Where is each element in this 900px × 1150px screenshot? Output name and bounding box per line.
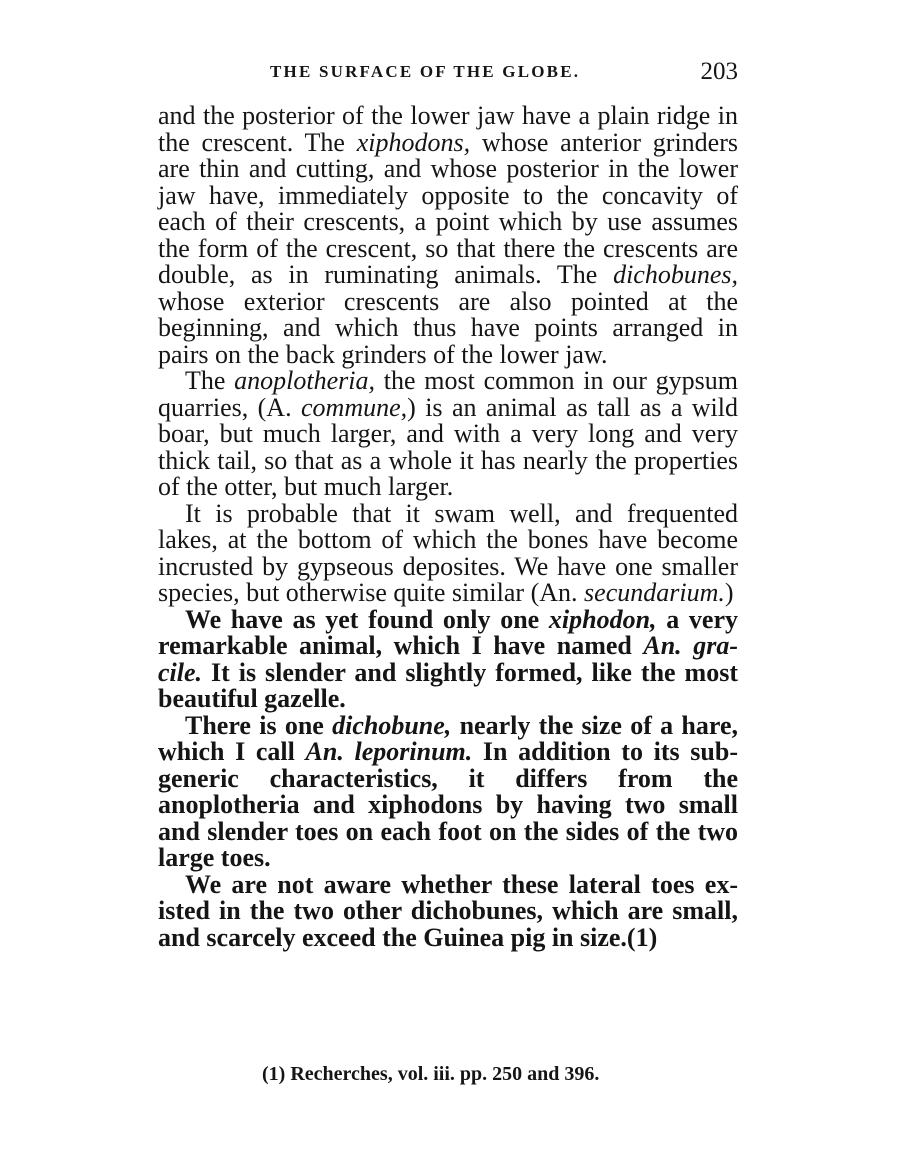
text-run: It is probable that it swam well, and frequented lakes, at the bottom of which the bones have become incrusted by gypseous deposites. We have one smaller species, but otherwise quite similar (An. — [158, 498, 738, 607]
paragraph — [158, 103, 738, 368]
text-run: It is slender and slightly formed, like the most beautiful gazelle. — [158, 657, 738, 713]
italic-term: An. gracile. — [158, 631, 738, 687]
italic-term: dichobunes, — [613, 260, 738, 289]
text-run: We have as yet found only one — [185, 604, 549, 634]
text-run: whose exterior crescents are also pointed at the beginning, and which thus have points arranged in pairs on the back grinders of the lower jaw. — [158, 286, 738, 369]
page-number: 203 — [700, 58, 738, 85]
text-run: and the posterior of the lower jaw have a plain ridge in the crescent. The — [158, 101, 738, 157]
footnote: (1) Recherches, vol. iii. pp. 250 and 396. — [262, 1063, 600, 1085]
italic-term: commune, — [301, 392, 408, 422]
italic-term: dichobune, — [332, 710, 452, 740]
paragraph — [158, 604, 738, 713]
italic-term: xiphodon, — [548, 604, 657, 634]
text-run: ) — [724, 578, 734, 607]
text-run: the most common in our gypsum quarries, (A. — [158, 366, 739, 422]
text-run: whose anterior grinders are thin and cutting, and whose posterior in the lower jaw have, immediately opposite to the concavity of each of their crescents, a point which by use assumes the form of the crescent, so that there the crescents are double, as in ruminating animals. The — [158, 127, 738, 289]
paragraph — [158, 368, 738, 501]
paragraph — [158, 869, 738, 952]
text-run: There is one — [185, 710, 333, 740]
italic-term: xiphodons, — [356, 127, 471, 157]
text-run: In addition to its subgeneric characteristics, it differs from the anoplotheria and xiphodons by having two small and slender toes on each foot on the sides of the two large toes. — [158, 737, 738, 872]
paragraph — [158, 710, 738, 872]
italic-term: secundarium. — [584, 578, 725, 607]
paragraph — [158, 498, 738, 607]
text-run: We are not aware whether these lateral toes existed in the two other dichobunes, which are small, and scarcely exceed the Guinea pig in size.(1) — [158, 869, 738, 952]
page-header — [158, 58, 738, 92]
italic-term: anoplotheria, — [234, 366, 376, 395]
running-title: THE SURFACE OF THE GLOBE. — [270, 62, 581, 81]
text-run: ) is an animal as tall as a wild boar, but much larger, and with a very long and very thick tail, so that as a whole it has nearly the properties of the otter, but much larger. — [158, 392, 738, 501]
body-text — [158, 103, 738, 951]
text-run: nearly the size of a hare, which I call — [158, 710, 738, 766]
text-run: a very remarkable animal, which I have named — [158, 604, 738, 660]
text-run: The — [185, 366, 235, 395]
italic-term: An. leporinum. — [305, 737, 473, 766]
